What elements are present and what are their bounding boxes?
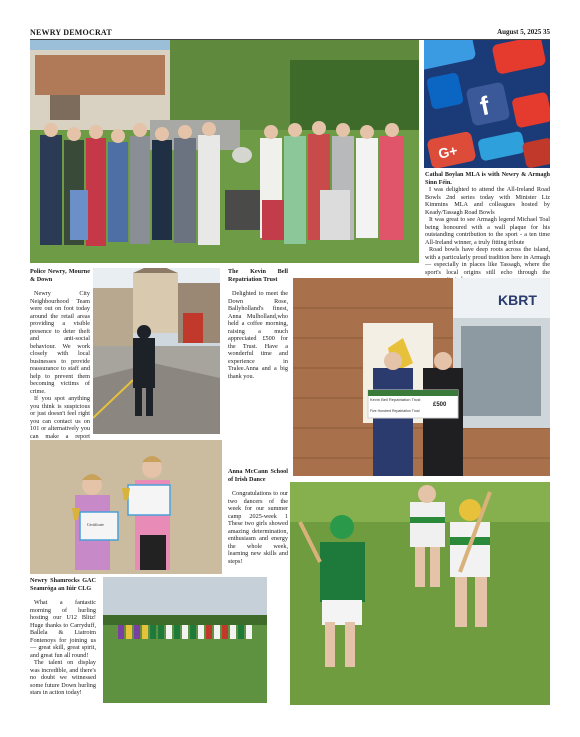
certificate-label: Certificate <box>87 522 104 527</box>
dancers-certificates-image <box>30 440 222 574</box>
article-paragraph: What a fantastic morning of hurling hosting our U12 Blitz! Huge thanks to Carryduff, Ballela & Liatroim Fontenoys for joining us — great skill, great spirit, and great fun all round! <box>30 599 96 659</box>
article-paragraph: Newry City Neighbourhood Team were out on foot today around the retail areas providing a visible presence to deter theft and anti-social behaviour. We work closely with local businesses to provide reassurance to staff and help to prevent them becoming victims of crime. <box>30 290 90 395</box>
group-photo-road-bowls <box>30 40 419 263</box>
article-paragraph: The talent on display was incredible, and there's no doubt we witnessed some future Down hurling stars in action today! <box>30 659 96 696</box>
cheque-amount: £500 <box>433 402 447 408</box>
police-street-image <box>93 268 220 434</box>
social-media-image <box>424 40 550 168</box>
cheque-title: Kevin Bell Repatriation Trust <box>370 397 421 402</box>
group-photo-image <box>30 40 419 263</box>
article-headline: Anna McCann School of Irish Dance <box>228 468 288 483</box>
article-mccann <box>228 468 288 565</box>
article-shamrocks <box>30 577 96 697</box>
svg-text:f: f <box>477 90 492 122</box>
article-paragraph: Delighted to meet the Down Rose, Ballyholland's finest, Anna Mulholland,who held a coffee morning, raising a much appreciated £500 for the Trust. Have a wonderful time and experience in Tralee.Anna and a big thank you. <box>228 290 288 380</box>
article-boylan <box>425 171 550 284</box>
social-media-photo <box>424 40 550 168</box>
article-headline: The Kevin Bell Repatriation Trust <box>228 268 288 283</box>
article-paragraph: I was delighted to attend the All-Ireland Road Bowls 2nd series today with Minister Liz Kimmins MLA and colleagues hosted by Keady/Tassagh Road Bowls <box>425 186 550 216</box>
article-headline: Police Newry, Mourne & Down <box>30 268 90 283</box>
police-street-photo <box>93 268 220 434</box>
article-paragraph: If you spot anything you think is suspicious or just doesn't feel right you can contact us on 101 or alternatively you can make a report <box>30 395 90 440</box>
hurling-teams-image <box>103 577 267 703</box>
page-header <box>30 28 550 40</box>
article-paragraph: Congratulations to our two dancers of the week for our summer camp 2025-week 1 These two girls showed amazing determination, enthusiasm and energy the whole week, learning new skills and steps! <box>228 490 288 565</box>
hurling-teams-photo <box>103 577 267 703</box>
article-police <box>30 268 90 455</box>
dancers-certificates-photo <box>30 440 222 574</box>
article-paragraph: Road bowls have deep roots across the island, with a particularly proud tradition here in Armagh — especially in places like Tassagh, where the sport's local origins still echo through the <box>425 246 550 276</box>
date-page: August 5, 2025 35 <box>497 28 550 36</box>
cheque-presentation-photo <box>293 278 550 476</box>
kbrt-sign: KBRT <box>498 292 537 308</box>
article-headline: Newry Shamrocks GAC Seamróga an Iúir CLG <box>30 577 96 592</box>
hurling-action-photo <box>290 482 550 705</box>
publication-name: NEWRY DEMOCRAT <box>30 28 112 37</box>
article-paragraph: It was great to see Armagh legend Michael Toal being honoured with a wall plaque for his outstanding contribution to the sport - a ten time All-Ireland winner, a truly fitting tribute <box>425 216 550 246</box>
article-headline: Cathal Boylan MLA is with Newry & Armagh Sinn Féin. <box>425 171 550 186</box>
cheque-payee: Five Hundred Repatriation Trust <box>370 409 420 413</box>
svg-text:G+: G+ <box>436 142 459 162</box>
article-kevin-bell <box>228 268 288 380</box>
hurling-action-image <box>290 482 550 705</box>
